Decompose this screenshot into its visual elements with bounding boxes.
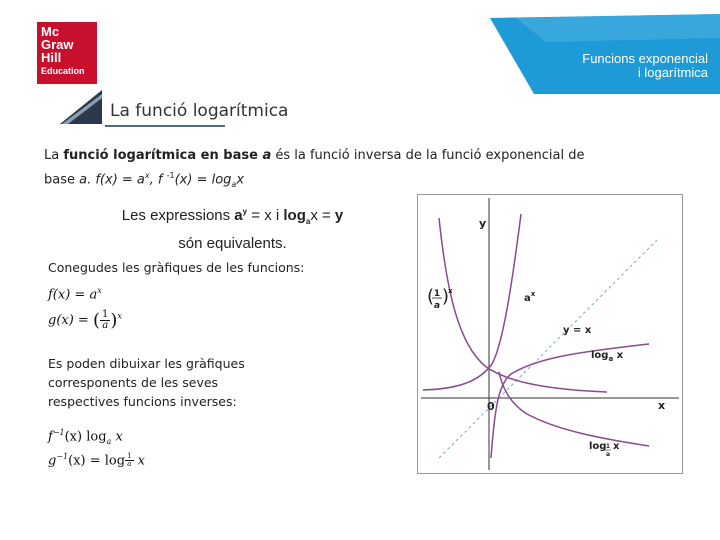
formula-ginv-rest: (x) = log (68, 453, 126, 469)
origin-label: 0 (487, 400, 495, 413)
formula-finv-rest: (x) log (64, 429, 107, 445)
intro-inv: -1 (166, 171, 175, 180)
equiv-log: log (283, 207, 306, 224)
label-inverse-paren-right: ) (442, 286, 450, 307)
x-axis-label: x (658, 399, 666, 412)
logo-line-3: Hill (41, 50, 62, 65)
label-ax-base: a (524, 293, 531, 304)
formula-ginv-num: 1 (127, 452, 132, 461)
intro-a: a (79, 172, 88, 188)
formula-f-exp: x (97, 286, 102, 295)
label-inverse-den: a (433, 301, 441, 311)
title-underline (105, 125, 225, 127)
equiv-log-sub: a (305, 217, 311, 226)
intro-paragraph (44, 146, 644, 195)
logo-line-1: Mc (41, 24, 60, 39)
equiv-y-exp: y (242, 207, 248, 216)
formula-g-num: 1 (102, 309, 109, 320)
draw-inverses-text (48, 354, 348, 411)
formula-g: g(x) = ( $\frac{1}{a}$ )$^x$ (48, 309, 122, 331)
label-inverse-paren-left: ( (427, 286, 435, 307)
formula-ginv (48, 452, 145, 468)
intro-text-3: base (44, 172, 80, 188)
formula-finv-sub: a (106, 436, 112, 446)
label-log-1-over-a-num: 1 (605, 443, 611, 450)
intro-log: (x) = log (174, 172, 232, 188)
formula-finv (48, 428, 123, 446)
formula-ginv-g: g (48, 453, 57, 469)
known-graphs-text: Conegudes les gràfiques de les funcions: (48, 260, 305, 275)
logo-line-2: Graw (41, 37, 74, 52)
equiv-eq: = x i (247, 207, 284, 224)
label-log-1-over-a-den: a (605, 451, 611, 458)
label-log-a-sub: a (608, 355, 614, 363)
label-log-a-x: x (613, 350, 624, 361)
intro-log-x: x (236, 172, 245, 188)
course-title (582, 52, 708, 80)
formula-finv-f: f (48, 429, 53, 445)
equiv-y: y (334, 207, 344, 224)
formula-finv-x: x (111, 429, 123, 445)
intro-bold-a: a (262, 148, 272, 163)
label-ax-exp: x (530, 290, 536, 298)
y-axis-label: y (479, 217, 487, 230)
function-graph (417, 194, 683, 474)
draw-line-1: Es poden dibuixar les gràfiques (48, 356, 245, 371)
section-title: La funció logarítmica (110, 101, 289, 121)
label-inverse-exp: x (448, 287, 453, 295)
formula-ginv-exp: −1 (56, 452, 69, 461)
label-log-a-log: log (591, 350, 609, 361)
draw-line-3: respectives funcions inverses: (48, 394, 237, 409)
formula-g-label: g(x) = (48, 313, 93, 328)
intro-log-sub: a (231, 179, 237, 189)
section-tab-icon (58, 88, 108, 128)
mcgraw-hill-logo (37, 22, 97, 84)
intro-exp: x (144, 171, 150, 180)
label-log-1-over-a-x: x (613, 441, 620, 452)
label-y-equals-x: y = x (563, 325, 592, 336)
course-title-line-1: Funcions exponencial (582, 51, 708, 66)
intro-sep: , f (149, 172, 167, 188)
label-inverse-num: 1 (433, 289, 441, 299)
banner-highlight (516, 14, 720, 42)
formula-g-den: a (102, 320, 109, 331)
equiv-text-2: són equivalents. (178, 235, 287, 252)
equiv-a: a (234, 207, 243, 224)
formula-ginv-den: a (127, 460, 132, 469)
formula-f-label: f(x) = a (48, 287, 98, 303)
equiv-text-1: Les expressions (121, 207, 235, 224)
equiv-rest: x = (310, 207, 335, 224)
course-title-line-2: i logarítmica (637, 65, 708, 80)
formula-ginv-fraction (125, 453, 133, 468)
equivalence-statement (60, 201, 405, 255)
intro-bold: funció logarítmica en base (63, 148, 263, 163)
graph-frame (418, 195, 683, 474)
logo-subtitle: Education (41, 66, 85, 76)
label-log-1-over-a: log (589, 441, 607, 452)
intro-text-2: és la funció inversa de la funció exponencial de (271, 148, 585, 163)
intro-formula: . f(x) = a (87, 172, 145, 188)
formula-ginv-x: x (133, 453, 146, 469)
formula-finv-exp: −1 (52, 428, 65, 437)
formula-g-fraction (100, 310, 110, 331)
draw-line-2: corresponents de les seves (48, 375, 219, 390)
formula-g-exp: x (117, 311, 122, 321)
intro-text-1: La (44, 148, 64, 163)
formula-f (48, 286, 102, 302)
